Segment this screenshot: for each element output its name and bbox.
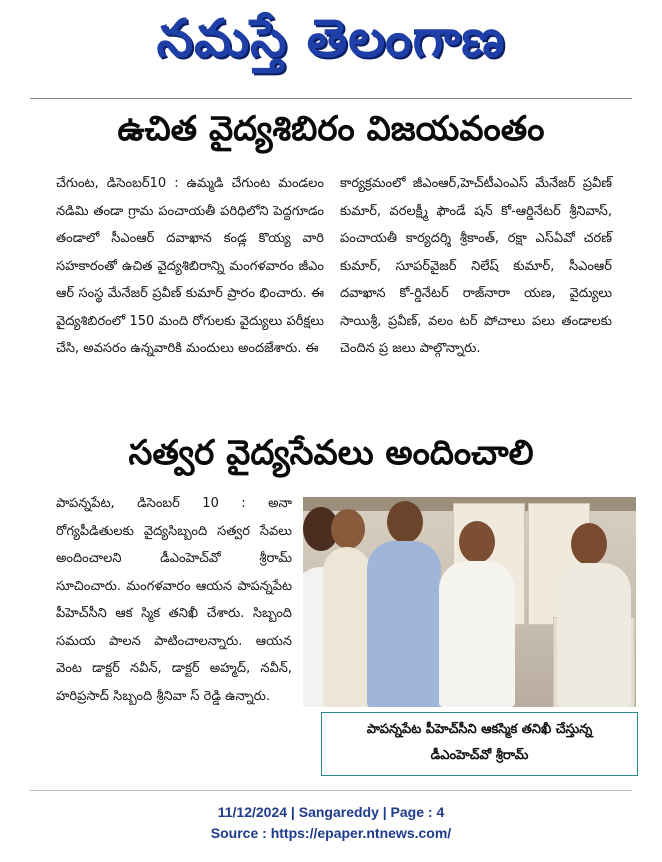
footer-source: Source : https://epaper.ntnews.com/: [210, 825, 452, 841]
article1-column-2: కార్యక్రమంలో జీఎంఆర్‌,హెచ్‌టీఎంఎస్‌ మేనేజర్‌ ప్రవీణ్‌ కుమార్‌, వరలక్ష్మీ ఫౌండే షన్‌ కో-ఆర్డినేటర్‌ శ్రీనివాస్‌, పంచాయతీ కార్యదర్శి శ్రీకాంత్‌, రక్షా ఎస్‌ఏవో చరణ్‌ కుమార్‌, సూపర్‌వైజర్‌ నిలేష్‌ కుమార్‌, సీఎంఆర్‌ దవాఖాన కో-ర్డినేటర్‌ రాజ్‌నారా యణ, వైద్యులు సాయిశ్రీ, ప్రవీణ్‌, వలం టర్‌ పోచాలు పలు తండాలకు చెందిన ప్ర జలు పాల్గొన్నారు.: [340, 176, 612, 356]
photo-caption-box: [321, 712, 638, 776]
photo-caption: [322, 717, 637, 769]
article1-headline: ఉచిత వైద్యశిబిరం విజయవంతం: [117, 109, 545, 149]
caption-line-1: పాపన్నపేట పీహెచ్‌సీని ఆకస్మిక తనిఖీ చేస్తున్న: [366, 722, 593, 737]
divider: [30, 98, 632, 99]
news-photo: [303, 497, 636, 707]
footer-date-edition: 11/12/2024 | Sangareddy | Page : 4: [217, 804, 445, 820]
article2-body: పాపన్నపేట, డిసెంబర్‌ 10 : అనా రోగ్యపీడితులకు వైద్యసిబ్బంది సత్వర సేవలు అందించాలని డీఎంహెచ్‌వో శ్రీరామ్‌ సూచించారు. మంగళవారం ఆయన పాపన్నపేట పీహెచ్‌సీని ఆక స్మిక తనిఖీ చేశారు. సిబ్బంది సమయ పాలన పాటించాలన్నారు. ఆయన వెంట డాక్టర్‌ నవీన్‌, డాక్టర్‌ అహ్మద్‌, నవీన్‌, హరిప్రసాద్‌ సిబ్బంది శ్రీనివా స్‌ రెడ్డి ఉన్నారు.: [56, 496, 292, 704]
caption-line-2: డీఎంహెచ్‌వో శ్రీరామ్‌: [430, 748, 529, 763]
article1-column-1: చేగుంట, డిసెంబర్‌10 : ఉమ్మడి చేగుంట మండలం నడిమి తండా గ్రామ పంచాయతీ పరిధిలోని పెద్దగూడం తండాలో సీఎంఆర్‌ దవాఖాన కండ్ల కొయ్య వారి సహకారంతో ఉచిత వైద్యశిబిరాన్ని మంగళవారం జీఎం ఆర్‌ సంస్థ మేనేజర్‌ ప్రవీణ్‌ కుమార్‌ ప్రారం భించారు. ఈ వైద్యశిబిరంలో 150 మంది రోగులకు వైద్యులు పరీక్షలు చేసి, అవసరం ఉన్నవారికి మందులు అందజేశారు. ఈ: [56, 176, 324, 356]
masthead-title: నమస్తే తెలంగాణ: [156, 9, 506, 69]
article2-headline: సత్వర వైద్యసేవలు అందించాలి: [128, 433, 534, 473]
footer-divider: [30, 790, 632, 791]
